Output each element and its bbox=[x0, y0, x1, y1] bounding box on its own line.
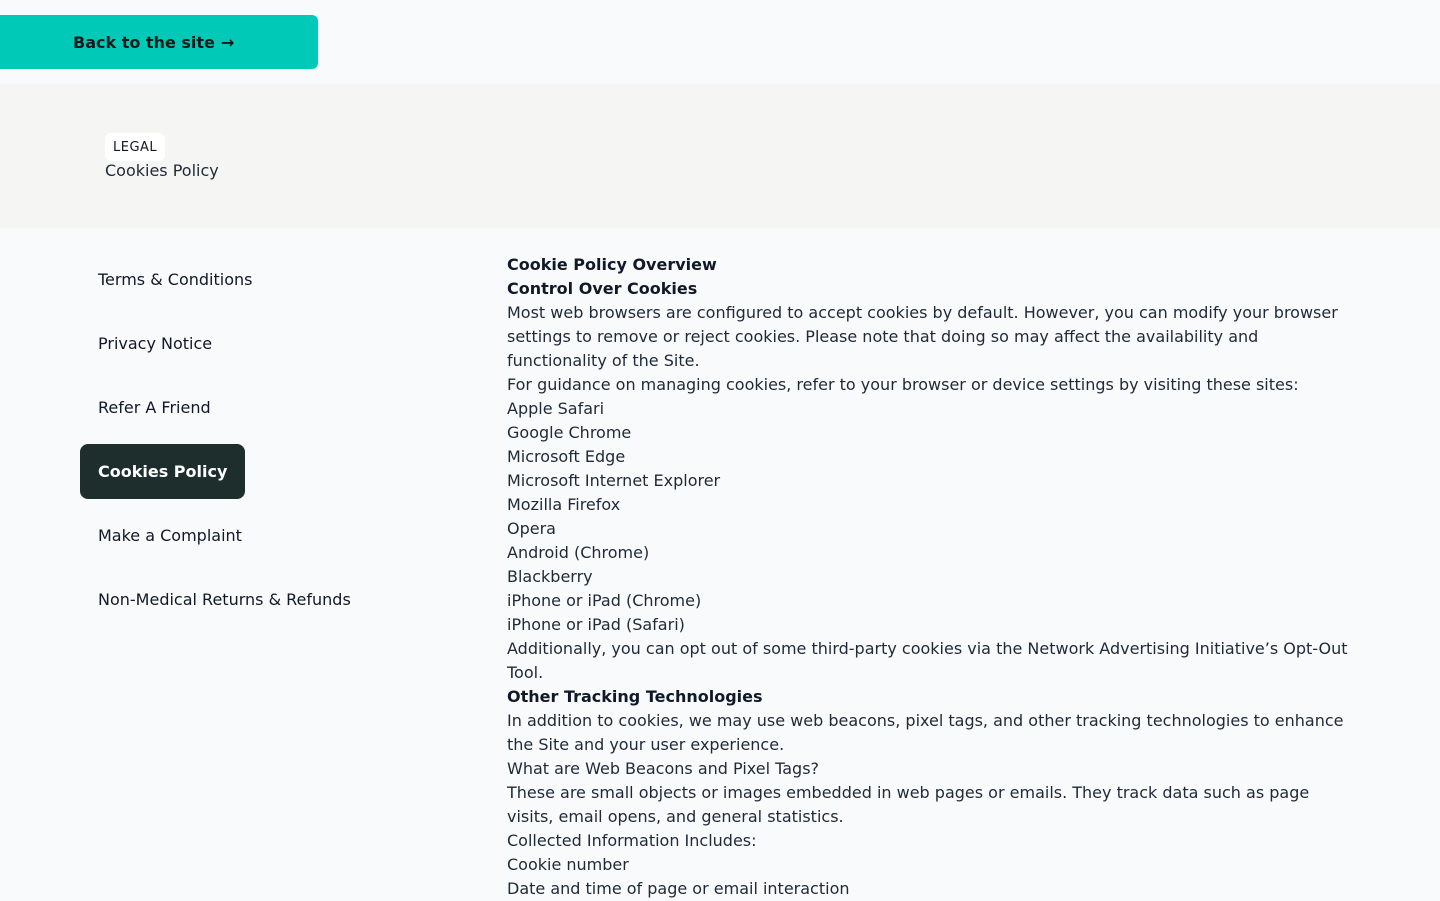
sidebar-item-privacy[interactable]: Privacy Notice bbox=[98, 334, 213, 353]
browser-link[interactable]: Mozilla Firefox bbox=[507, 495, 621, 514]
paragraph: Most web browsers are configured to accept cookies by default. However, you can modify your browser settings to remove or reject cookies. Please note that doing so may affect the availability and functionality of the Site. bbox=[507, 303, 1338, 370]
browser-link[interactable]: Google Chrome bbox=[507, 423, 632, 442]
legal-badge: LEGAL bbox=[105, 133, 165, 161]
list-item: Cookie number bbox=[507, 855, 629, 874]
back-to-site-label: Back to the site bbox=[73, 32, 215, 52]
back-to-site-button[interactable] bbox=[0, 15, 318, 69]
browser-link[interactable]: iPhone or iPad (Safari) bbox=[507, 615, 685, 634]
top-bar bbox=[0, 0, 1440, 84]
browser-link[interactable]: iPhone or iPad (Chrome) bbox=[507, 591, 702, 610]
browser-link[interactable]: Microsoft Internet Explorer bbox=[507, 471, 721, 490]
sidebar-item-refer[interactable]: Refer A Friend bbox=[98, 398, 211, 417]
policy-content bbox=[507, 253, 1357, 901]
section-heading-tracking: Other Tracking Technologies bbox=[507, 687, 763, 706]
legal-sidebar-nav bbox=[80, 252, 410, 636]
sidebar-item-complaint[interactable]: Make a Complaint bbox=[98, 526, 242, 545]
paragraph: In addition to cookies, we may use web beacons, pixel tags, and other tracking technologies to enhance the Site and your user experience. bbox=[507, 711, 1344, 754]
paragraph: Additionally, you can opt out of some third-party cookies via the Network Advertising Initiative’s Opt-Out Tool. bbox=[507, 639, 1348, 682]
browser-link[interactable]: Apple Safari bbox=[507, 399, 605, 418]
browser-link[interactable]: Opera bbox=[507, 519, 556, 538]
sidebar-item-returns[interactable]: Non-Medical Returns & Refunds bbox=[98, 590, 351, 609]
browser-link[interactable]: Blackberry bbox=[507, 567, 593, 586]
paragraph: What are Web Beacons and Pixel Tags? bbox=[507, 759, 820, 778]
paragraph: For guidance on managing cookies, refer to your browser or device settings by visiting these sites: bbox=[507, 375, 1299, 394]
page-title: Cookies Policy bbox=[105, 161, 219, 180]
browser-link[interactable]: Microsoft Edge bbox=[507, 447, 626, 466]
paragraph: These are small objects or images embedded in web pages or emails. They track data such as page visits, email opens, and general statistics. bbox=[507, 783, 1310, 826]
section-heading-control: Control Over Cookies bbox=[507, 279, 698, 298]
sidebar-item-cookies[interactable]: Cookies Policy bbox=[80, 444, 245, 499]
sidebar-item-terms[interactable]: Terms & Conditions bbox=[98, 270, 253, 289]
content-title: Cookie Policy Overview bbox=[507, 255, 717, 274]
browser-link[interactable]: Android (Chrome) bbox=[507, 543, 650, 562]
paragraph: Collected Information Includes: bbox=[507, 831, 757, 850]
page-header bbox=[0, 84, 1440, 228]
list-item: Date and time of page or email interaction bbox=[507, 879, 850, 898]
arrow-right-icon: → bbox=[220, 32, 235, 52]
